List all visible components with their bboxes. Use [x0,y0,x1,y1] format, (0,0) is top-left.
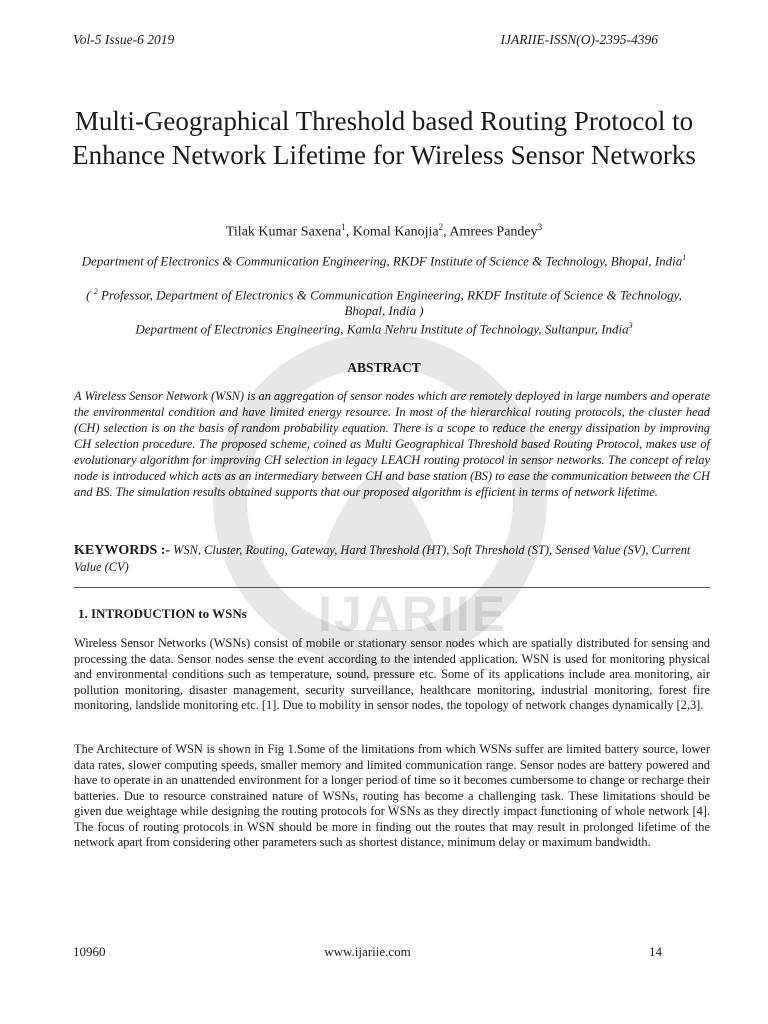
running-header [73,32,658,48]
keywords [74,542,710,576]
author-separator: , [443,224,450,240]
affiliation-text: Professor, Department of Electronics & Communication Engineering, RKDF Institute of Science & Technology, Bhopal, India ) [97,287,682,319]
footer-page-number: 14 [649,944,662,959]
affiliation-2 [70,284,698,319]
keywords-text: WSN, Cluster, Routing, Gateway, Hard Threshold (HT), Soft Threshold (ST), Sensed Value (SV), Current Value (CV) [74,543,691,574]
section-heading: 1. INTRODUCTION to WSNs [78,606,247,621]
author-sup: 1 [341,222,346,232]
abstract-heading: ABSTRACT [347,360,421,375]
affiliation-1 [70,250,698,269]
affiliation-text: Department of Electronics & Communication Engineering, RKDF Institute of Science & Technology, Bhopal, India [81,253,683,269]
intro-paragraph-1: Wireless Sensor Networks (WSNs) consist of mobile or stationary sensor nodes which are spatially distributed for sensing and processing the data. Sensor nodes sense the event according to the intended application. WSN is used for monitoring physical and environmental conditions such as temperature, sound, pressure etc. Some of its applications include area monitoring, air pollution monitoring, disaster management, security surveillance, healthcare monitoring, industrial monitoring, forest fire monitoring, landslide monitoring etc. [1]. Due to mobility in sensor nodes, the topology of network changes dynamically [2,3]. [74,636,710,712]
header-issn: IJARIIE-ISSN(O)-2395-4396 [500,32,658,47]
affiliation-sup: 1 [682,253,687,262]
section-divider [74,587,710,588]
author-name: Tilak Kumar Saxena [225,224,342,240]
intro-paragraph-2: The Architecture of WSN is shown in Fig 1.Some of the limitations from which WSNs suffer are limited battery source, lower data rates, slower computing speeds, smaller memory and limited communication range. Sensor nodes are battery powered and have to operate in an unattended environment for a longer period of time so it becomes cumbersome to change or recharge their batteries. Due to resource constrained nature of WSNs, routing has become a challenging task. These limitations should be given due weightage while designing the routing protocols for WSNs as they directly impact functioning of whole network [4]. The focus of routing protocols in WSN should be more in finding out the routes that may result in prolonged lifetime of the network apart from considering other parameters such as shortest distance, minimum delay or maximum bandwidth. [74,742,710,849]
header-volume: Vol-5 Issue-6 2019 [73,32,175,47]
paper-title: Multi-Geographical Threshold based Routing Protocol to Enhance Network Lifetime for Wireless Sensor Networks [72,106,696,170]
keywords-label: KEYWORDS :- [74,543,171,558]
watermark-text: IJARIIE [318,586,508,642]
footer-website: www.ijariie.com [324,944,411,959]
author-list [0,222,768,241]
page-footer [73,944,662,960]
author-sup: 3 [537,222,543,232]
affiliation-sup: 3 [628,321,633,330]
author-sup: 2 [438,222,444,232]
footer-page-id: 10960 [73,944,106,959]
affiliation-3 [70,318,698,337]
author-separator: , [345,224,353,240]
affiliation-sup: 2 [93,287,98,296]
author-name: Komal Kanojia [352,224,439,240]
affiliation-paren: ( [86,287,94,303]
abstract-text: A Wireless Sensor Network (WSN) is an aggregation of sensor nodes which are remotely deployed in large numbers and operate the environmental condition and have limited energy resource. In most of the hierarchical routing protocols, the cluster head (CH) selection is on the basis of random probability equation. There is a scope to reduce the energy dissipation by improving CH selection procedure. The proposed scheme, coined as Multi Geographical Threshold based Routing Protocol, makes use of evolutionary algorithm for improving CH selection in legacy LEACH routing protocol in sensor networks. The concept of relay node is introduced which acts as an intermediary between CH and base station (BS) to ease the communication between the CH and BS. The simulation results obtained supports that our proposed algorithm is efficient in terms of network lifetime. [74,389,710,499]
author-name: Amrees Pandey [449,224,538,240]
affiliation-text: Department of Electronics Engineering, Kamla Nehru Institute of Technology, Sultanpur, India [135,321,629,337]
